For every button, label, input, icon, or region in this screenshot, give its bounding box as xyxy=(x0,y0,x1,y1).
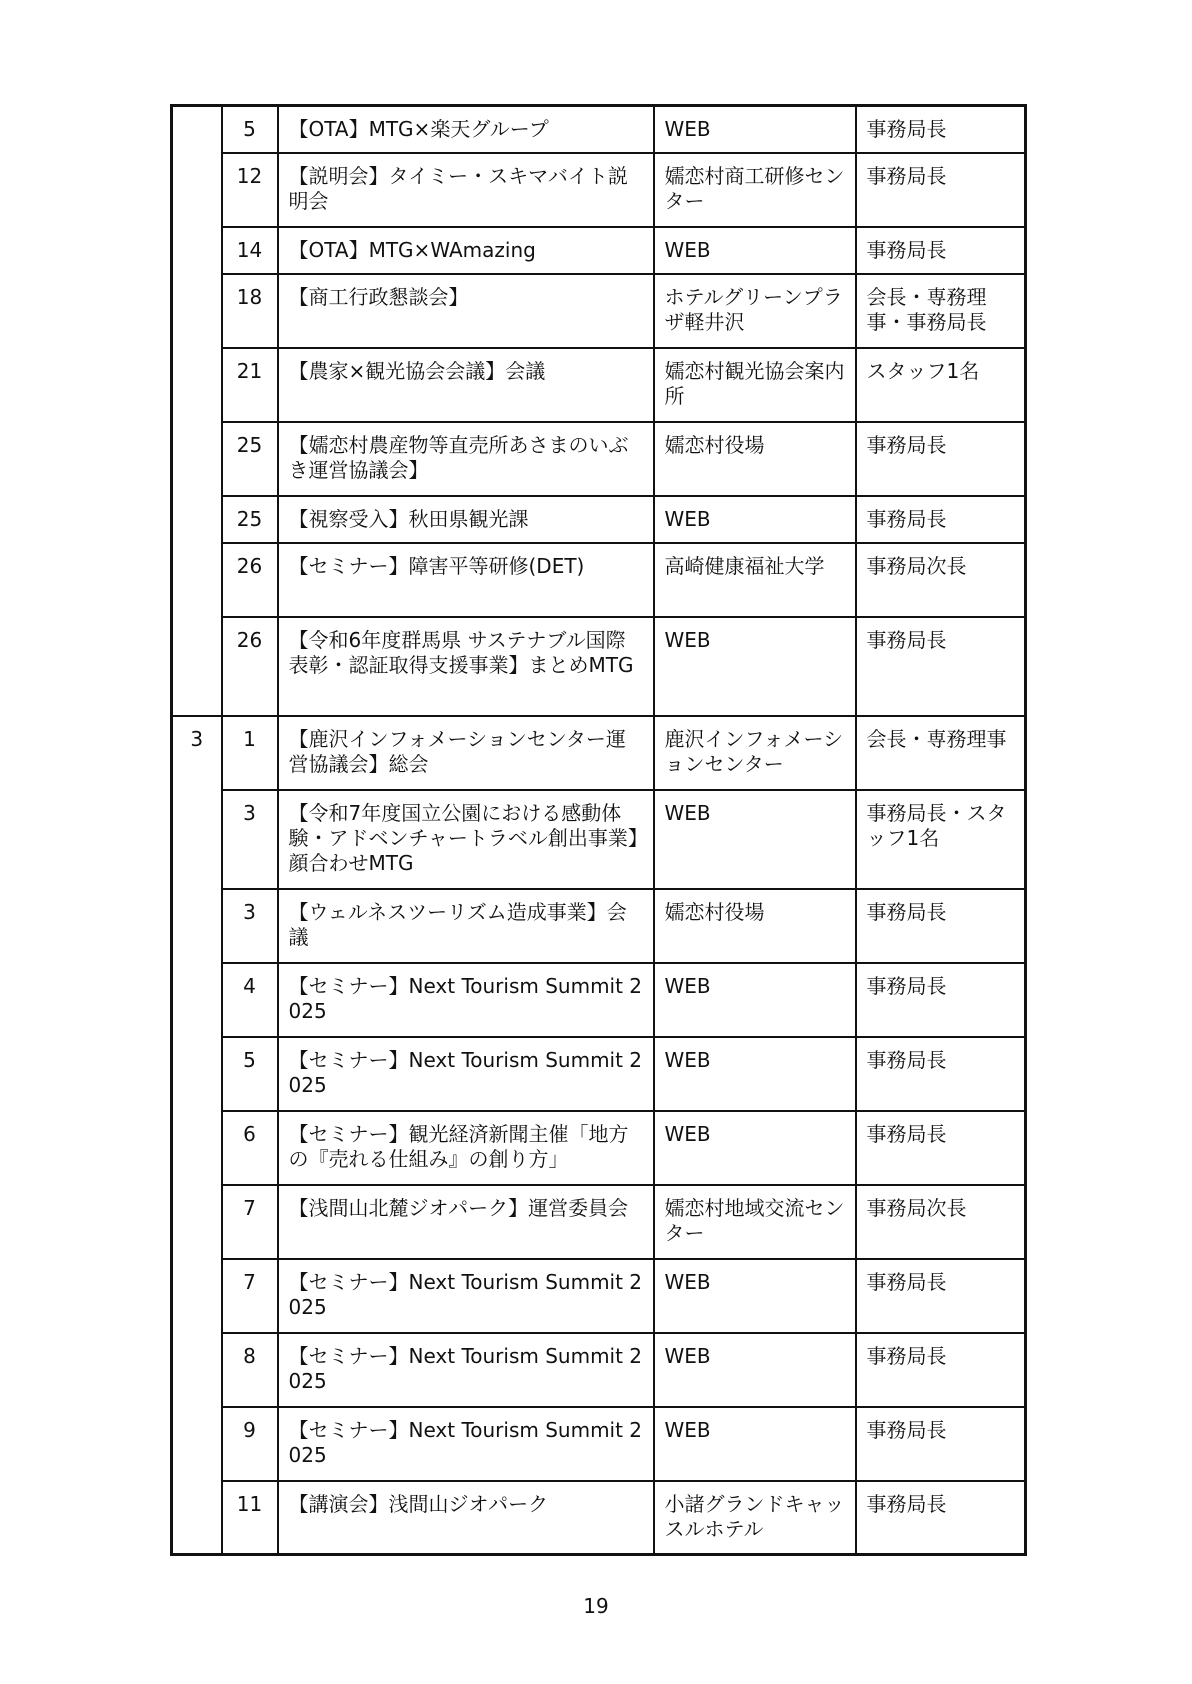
table-row xyxy=(172,496,1026,543)
table-row xyxy=(172,422,1026,496)
event-cell: 【浅間山北麓ジオパーク】運営委員会 xyxy=(278,1185,654,1259)
month-cell xyxy=(172,963,222,1037)
place-cell: 小諸グランドキャッスルホテル xyxy=(654,1481,856,1555)
month-cell xyxy=(172,1185,222,1259)
day-cell: 7 xyxy=(222,1185,278,1259)
attendee-cell: 会長・専務理事・事務局長 xyxy=(856,274,1026,348)
month-cell xyxy=(172,1407,222,1481)
attendee-cell: 事務局次長 xyxy=(856,543,1026,617)
day-cell: 8 xyxy=(222,1333,278,1407)
day-cell: 3 xyxy=(222,889,278,963)
place-cell: WEB xyxy=(654,790,856,889)
place-cell: 嬬恋村地域交流センター xyxy=(654,1185,856,1259)
attendee-cell: 事務局次長 xyxy=(856,1185,1026,1259)
event-cell: 【説明会】タイミー・スキマバイト説明会 xyxy=(278,153,654,227)
day-cell: 9 xyxy=(222,1407,278,1481)
attendee-cell: 事務局長 xyxy=(856,1481,1026,1555)
place-cell: ホテルグリーンプラザ軽井沢 xyxy=(654,274,856,348)
day-cell: 3 xyxy=(222,790,278,889)
place-cell: WEB xyxy=(654,496,856,543)
table-row xyxy=(172,543,1026,617)
event-cell: 【鹿沢インフォメーションセンター運営協議会】総会 xyxy=(278,716,654,790)
place-cell: WEB xyxy=(654,1037,856,1111)
month-cell: 3 xyxy=(172,716,222,790)
attendee-cell: 事務局長 xyxy=(856,422,1026,496)
table-row xyxy=(172,1407,1026,1481)
place-cell: 嬬恋村役場 xyxy=(654,889,856,963)
place-cell: WEB xyxy=(654,227,856,274)
event-cell: 【ウェルネスツーリズム造成事業】会議 xyxy=(278,889,654,963)
attendee-cell: 事務局長 xyxy=(856,1111,1026,1185)
place-cell: 鹿沢インフォメーションセンター xyxy=(654,716,856,790)
month-cell xyxy=(172,617,222,716)
place-cell: WEB xyxy=(654,1407,856,1481)
month-cell xyxy=(172,227,222,274)
month-cell xyxy=(172,1259,222,1333)
table-row xyxy=(172,1037,1026,1111)
table-row xyxy=(172,716,1026,790)
place-cell: 嬬恋村観光協会案内所 xyxy=(654,348,856,422)
event-cell: 【セミナー】Next Tourism Summit 2025 xyxy=(278,1259,654,1333)
month-cell xyxy=(172,543,222,617)
table-row xyxy=(172,153,1026,227)
attendee-cell: 会長・専務理事 xyxy=(856,716,1026,790)
event-cell: 【セミナー】Next Tourism Summit 2025 xyxy=(278,963,654,1037)
place-cell: WEB xyxy=(654,1333,856,1407)
place-cell: WEB xyxy=(654,106,856,153)
table-row xyxy=(172,790,1026,889)
event-cell: 【セミナー】障害平等研修(DET) xyxy=(278,543,654,617)
month-cell xyxy=(172,422,222,496)
day-cell: 7 xyxy=(222,1259,278,1333)
attendee-cell: 事務局長 xyxy=(856,496,1026,543)
day-cell: 11 xyxy=(222,1481,278,1555)
event-cell: 【嬬恋村農産物等直売所あさまのいぶき運営協議会】 xyxy=(278,422,654,496)
month-cell xyxy=(172,153,222,227)
event-cell: 【令和7年度国立公園における感動体験・アドベンチャートラベル創出事業】顔合わせMTG xyxy=(278,790,654,889)
place-cell: WEB xyxy=(654,617,856,716)
event-cell: 【OTA】MTG×WAmazing xyxy=(278,227,654,274)
attendee-cell: 事務局長 xyxy=(856,963,1026,1037)
table-row xyxy=(172,963,1026,1037)
table-row xyxy=(172,1333,1026,1407)
event-cell: 【商工行政懇談会】 xyxy=(278,274,654,348)
event-cell: 【OTA】MTG×楽天グループ xyxy=(278,106,654,153)
table-row xyxy=(172,1111,1026,1185)
place-cell: WEB xyxy=(654,1111,856,1185)
table-row xyxy=(172,274,1026,348)
attendee-cell: 事務局長・スタッフ1名 xyxy=(856,790,1026,889)
day-cell: 21 xyxy=(222,348,278,422)
place-cell: 高崎健康福祉大学 xyxy=(654,543,856,617)
table-row xyxy=(172,227,1026,274)
day-cell: 26 xyxy=(222,543,278,617)
table-row xyxy=(172,617,1026,716)
day-cell: 1 xyxy=(222,716,278,790)
month-cell xyxy=(172,496,222,543)
event-cell: 【講演会】浅間山ジオパーク xyxy=(278,1481,654,1555)
place-cell: 嬬恋村役場 xyxy=(654,422,856,496)
place-cell: WEB xyxy=(654,963,856,1037)
month-cell xyxy=(172,1481,222,1555)
page-number: 19 xyxy=(583,1594,609,1618)
day-cell: 5 xyxy=(222,106,278,153)
month-cell xyxy=(172,1333,222,1407)
day-cell: 6 xyxy=(222,1111,278,1185)
month-cell xyxy=(172,790,222,889)
place-cell: 嬬恋村商工研修センター xyxy=(654,153,856,227)
event-cell: 【農家×観光協会会議】会議 xyxy=(278,348,654,422)
attendee-cell: 事務局長 xyxy=(856,153,1026,227)
day-cell: 4 xyxy=(222,963,278,1037)
attendee-cell: 事務局長 xyxy=(856,1333,1026,1407)
attendee-cell: 事務局長 xyxy=(856,889,1026,963)
month-cell xyxy=(172,1111,222,1185)
table-row xyxy=(172,348,1026,422)
place-cell: WEB xyxy=(654,1259,856,1333)
event-cell: 【セミナー】Next Tourism Summit 2025 xyxy=(278,1037,654,1111)
event-cell: 【セミナー】観光経済新聞主催「地方の『売れる仕組み』の創り方」 xyxy=(278,1111,654,1185)
attendee-cell: 事務局長 xyxy=(856,106,1026,153)
day-cell: 25 xyxy=(222,496,278,543)
month-cell xyxy=(172,348,222,422)
day-cell: 12 xyxy=(222,153,278,227)
event-cell: 【令和6年度群馬県 サステナブル国際表彰・認証取得支援事業】まとめMTG xyxy=(278,617,654,716)
month-cell xyxy=(172,889,222,963)
month-cell xyxy=(172,274,222,348)
month-cell xyxy=(172,106,222,153)
day-cell: 25 xyxy=(222,422,278,496)
attendee-cell: 事務局長 xyxy=(856,1037,1026,1111)
day-cell: 5 xyxy=(222,1037,278,1111)
activity-table-body xyxy=(172,106,1026,1555)
event-cell: 【セミナー】Next Tourism Summit 2025 xyxy=(278,1407,654,1481)
table-row xyxy=(172,1185,1026,1259)
attendee-cell: スタッフ1名 xyxy=(856,348,1026,422)
table-row xyxy=(172,1259,1026,1333)
activity-table xyxy=(170,104,1027,1556)
table-row xyxy=(172,1481,1026,1555)
attendee-cell: 事務局長 xyxy=(856,1407,1026,1481)
attendee-cell: 事務局長 xyxy=(856,1259,1026,1333)
month-cell xyxy=(172,1037,222,1111)
attendee-cell: 事務局長 xyxy=(856,617,1026,716)
day-cell: 14 xyxy=(222,227,278,274)
event-cell: 【セミナー】Next Tourism Summit 2025 xyxy=(278,1333,654,1407)
day-cell: 18 xyxy=(222,274,278,348)
attendee-cell: 事務局長 xyxy=(856,227,1026,274)
table-row xyxy=(172,889,1026,963)
table-row xyxy=(172,106,1026,153)
day-cell: 26 xyxy=(222,617,278,716)
event-cell: 【視察受入】秋田県観光課 xyxy=(278,496,654,543)
